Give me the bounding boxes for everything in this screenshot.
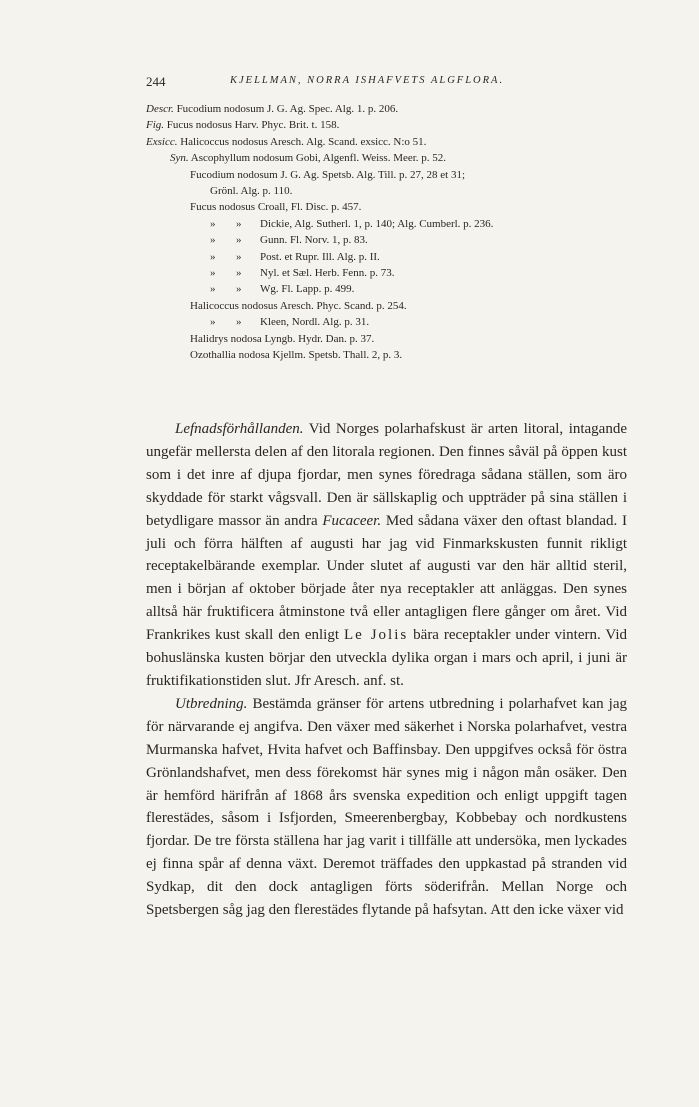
descr-line: [146, 101, 616, 117]
ditto-mark: »: [236, 283, 242, 296]
fig-text: Fucus nodosus Harv. Phyc. Brit. t. 158.: [166, 119, 340, 132]
paragraph-lefnadsforhallanden: [146, 418, 627, 693]
ditto-mark: »: [210, 267, 216, 280]
paragraph-text: Vid Norges polarhafskust är arten litoral, intagande ungefär mellersta delen af den litorala regionen. Den finnes såväl på öppen kust som i det inre af djupa fjordar, men synes föredraga sådana ställen, som äro skyddade för starkt vågsvall. Den är sällskaplig och uppträder på sina ställen i betydligare massor än andra: [146, 421, 627, 529]
syn-entry-9: Halicoccus nodosus Aresch. Phyc. Scand. p. 254.: [190, 299, 407, 312]
ditto-mark: »: [236, 267, 242, 280]
paragraph-utbredning: [146, 693, 627, 922]
ditto-mark: »: [210, 316, 216, 329]
paragraph-text: bära receptakler under vintern. Vid bohuslänska kusten börjar den utveckla dylika organ i mars och april, i juni är fruktifikationstiden slut. Jfr Aresch. anf. st.: [146, 627, 628, 689]
exsicc-text: Halicoccus nodosus Aresch. Alg. Scand. exsicc. N:o 51.: [180, 135, 427, 148]
syn-entry-4-line: [146, 216, 616, 232]
syn-entry-2b: Grönl. Alg. p. 110.: [210, 185, 293, 198]
syn-entry-8-line: [146, 281, 616, 297]
body-text: [146, 418, 627, 922]
syn-entry-5: Gunn. Fl. Norv. 1, p. 83.: [260, 234, 368, 247]
syn-label: Syn.: [170, 152, 189, 165]
syn-entry-10-line: [146, 314, 616, 330]
taxon-name: Fucaceer.: [322, 512, 382, 529]
descr-text: Fucodium nodosum J. G. Ag. Spec. Alg. 1. p. 206.: [176, 103, 399, 115]
ditto-mark: »: [210, 283, 216, 296]
syn-entry-7-line: [146, 265, 616, 281]
syn-entry-4: Dickie, Alg. Sutherl. 1, p. 140; Alg. Cumberl. p. 236.: [260, 217, 494, 230]
ditto-mark: »: [236, 234, 242, 247]
exsicc-line: [146, 134, 616, 150]
ditto-mark: »: [236, 217, 242, 230]
ditto-mark: »: [210, 250, 216, 263]
syn-entry-2: Fucodium nodosum J. G. Ag. Spetsb. Alg. Till. p. 27, 28 et 31;: [190, 168, 466, 181]
author-name: Le Jolis: [343, 627, 409, 644]
syn-entry-10: Kleen, Nordl. Alg. p. 31.: [260, 316, 370, 329]
syn-entry-11: Halidrys nodosa Lyngb. Hydr. Dan. p. 37.: [190, 332, 375, 345]
syn-entry-7: Nyl. et Sæl. Herb. Fenn. p. 73.: [260, 267, 395, 280]
ditto-mark: »: [210, 217, 216, 230]
syn-entry-6-line: [146, 249, 616, 265]
ditto-mark: »: [210, 234, 216, 247]
fig-line: [146, 117, 616, 133]
ditto-mark: »: [236, 250, 242, 263]
fig-label: Fig.: [146, 119, 165, 132]
section-heading-utbredning: Utbredning.: [175, 695, 248, 712]
paragraph-text: Bestämda gränser för artens utbredning i polarhafvet kan jag för närvarande ej angifva. Den växer med säkerhet i Norska polarhafvet, vestra Murmanska hafvet, Hvita hafvet och Baffinsbay. Den uppgifves också för östra Grönlandshafvet, men dess förekomst här synes mig i någon mån osäker. Den är hemförd härifrån af 1868 års svenska expedition och enligt uppgift tagen flerestädes, såsom i Isfjorden, Smeerenbergbay, Kobbebay och nordkustens fjordar. De tre första ställena har jag varit i tillfälle att undersöka, men lyckades ej finna spår af denna växt. Deremot träffades den uppkastad på stranden vid Sydkap, dit den dock antagligen förts söderifrån. Mellan Norge och Spetsbergen såg jag den flerestädes flytande på hafsytan. Att den icke växer vid: [146, 695, 628, 919]
syn-entry-6: Post. et Rupr. Ill. Alg. p. II.: [260, 250, 380, 263]
synonymy-block: [146, 101, 616, 364]
paragraph-text: Med sådana växer den oftast blandad. I juli och förra hälften af augusti har jag vid Finmarkskusten funnit rikligt receptakelbärande exemplar. Under slutet af augusti var den här alltid steril, men i början af oktober började åter nya receptakler att anläggas. Den synes alltså här fruktificera åtminstone två eller antagligen flere gånger om året. Vid Frankrikes kust skall den enligt: [146, 512, 628, 644]
syn-line: [146, 150, 616, 166]
running-title: KJELLMAN, NORRA ISHAFVETS ALGFLORA.: [230, 75, 505, 86]
syn-entry-12: Ozothallia nodosa Kjellm. Spetsb. Thall. 2, p. 3.: [190, 349, 403, 362]
syn-entry-8: Wg. Fl. Lapp. p. 499.: [260, 283, 355, 296]
ditto-mark: »: [236, 316, 242, 329]
section-heading-lefnadsforhallanden: Lefnadsförhållanden.: [175, 421, 304, 437]
descr-label: Descr.: [146, 103, 174, 115]
syn-entry-3: Fucus nodosus Croall, Fl. Disc. p. 457.: [190, 201, 362, 214]
exsicc-label: Exsicc.: [146, 135, 178, 148]
syn-entry-1: Ascophyllum nodosum Gobi, Algenfl. Weiss. Meer. p. 52.: [190, 152, 447, 165]
page-number: 244: [146, 74, 166, 89]
syn-entry-5-line: [146, 232, 616, 248]
